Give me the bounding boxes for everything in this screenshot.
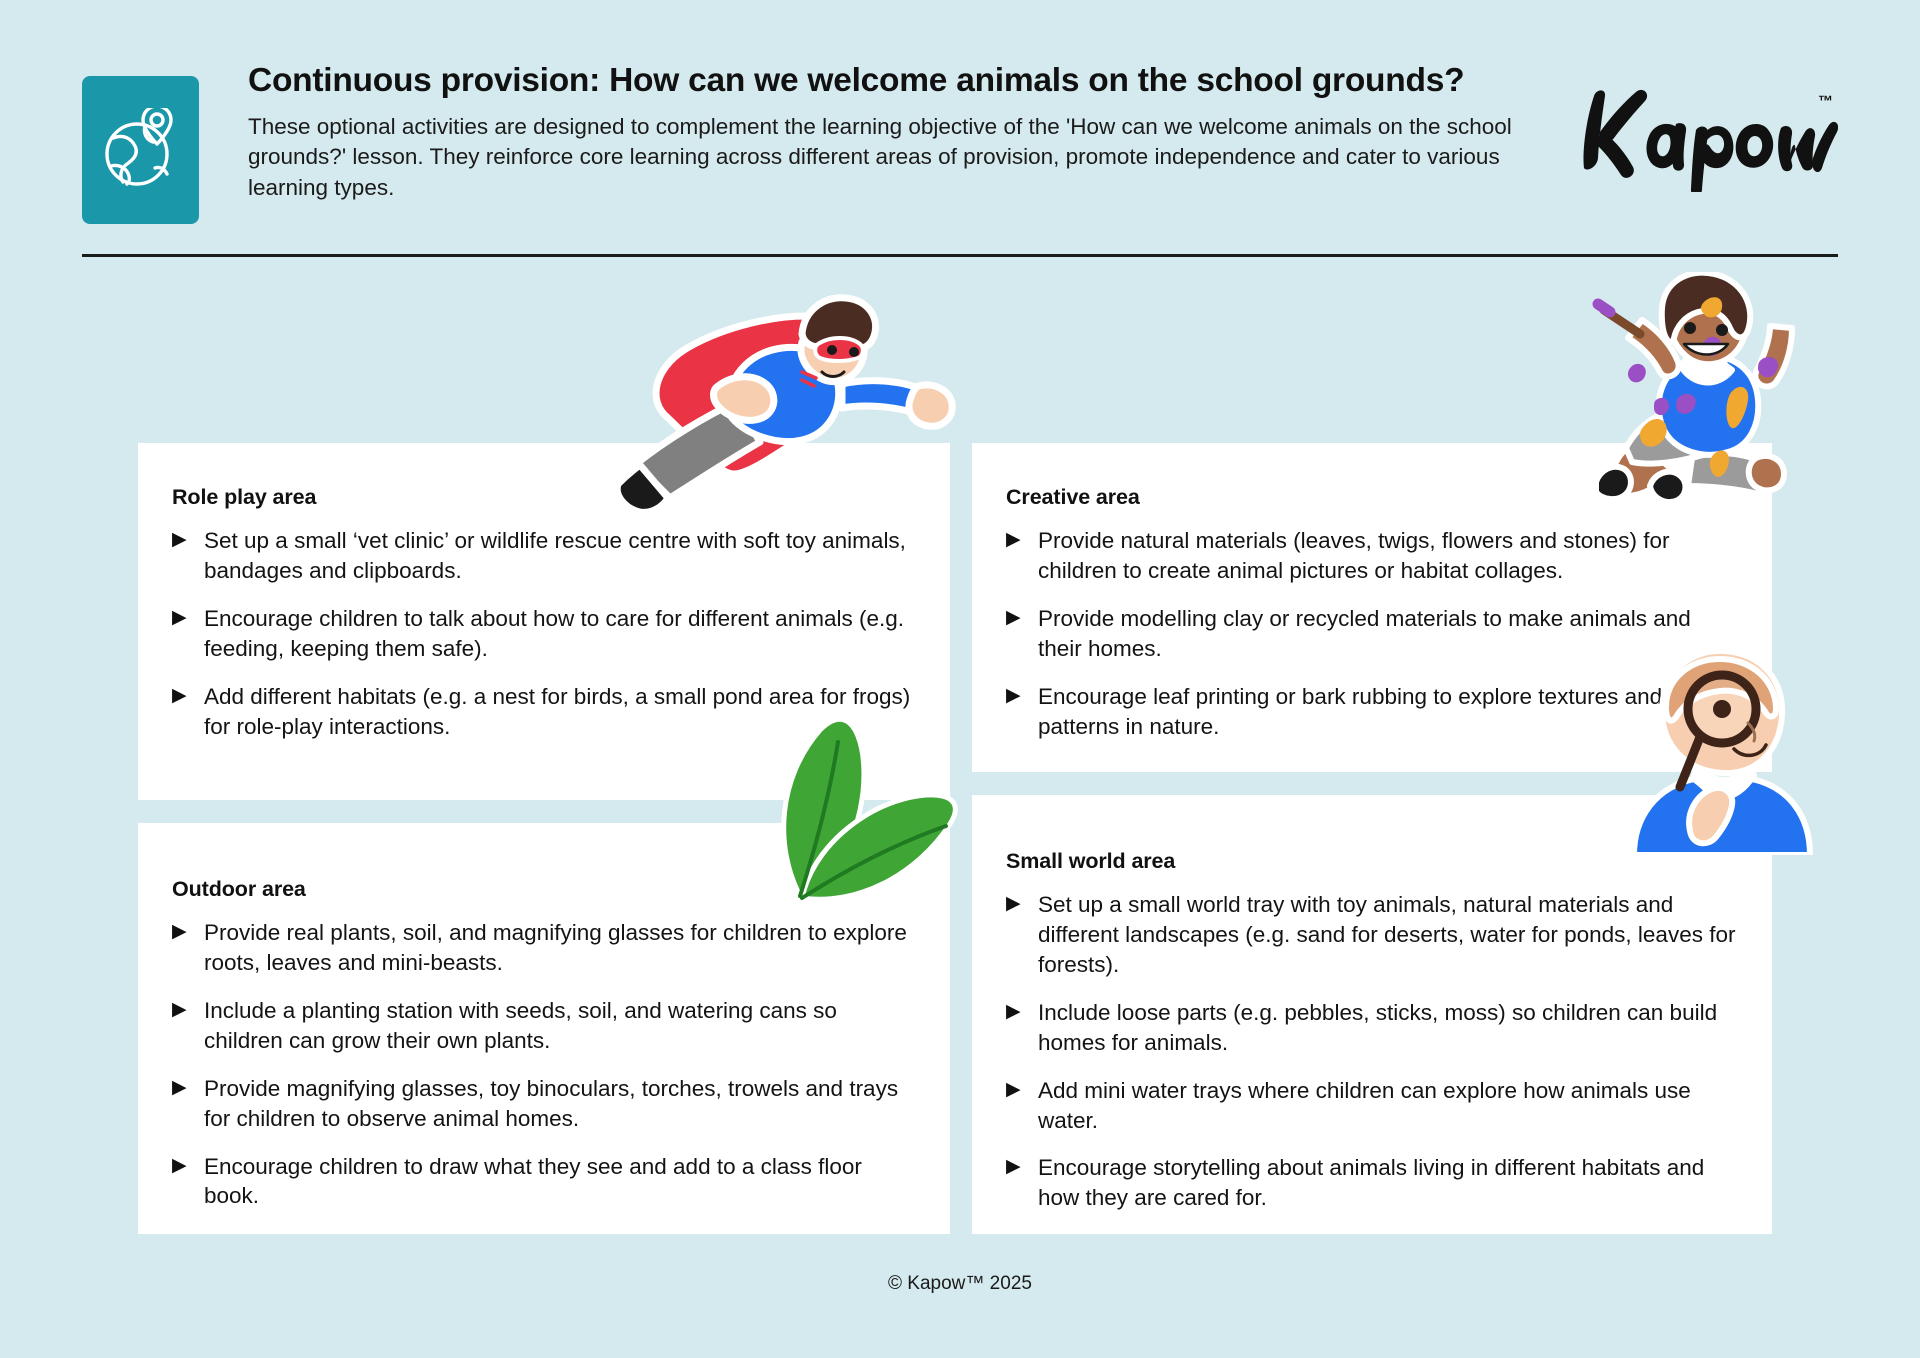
list-item [172,682,916,742]
triangle-bullet-icon: ▶ [1006,529,1021,550]
triangle-bullet-icon: ▶ [172,529,187,550]
card-title: Small world area [1006,849,1176,873]
list-item [1006,682,1738,742]
list-item-text: Set up a small ‘vet clinic’ or wildlife rescue centre with soft toy animals, bandages and clipboards. [204,528,906,583]
list-item [1006,1076,1738,1136]
list-item [172,1074,916,1134]
list-item [1006,526,1738,586]
list-item-text: Include a planting station with seeds, soil, and watering cans so children can grow their own plants. [204,997,837,1053]
triangle-bullet-icon: ▶ [172,998,187,1020]
card-small-world-area [972,795,1772,1234]
kapow-wordmark-icon [1566,72,1838,192]
list-item-text: Provide modelling clay or recycled materials to make animals and their homes. [1038,605,1691,661]
list-item [1006,604,1738,664]
list-item-text: Add mini water trays where children can explore how animals use water. [1038,1077,1691,1133]
card-creative-area [972,443,1772,772]
triangle-bullet-icon: ▶ [1006,1000,1021,1022]
list-item [172,604,916,664]
list-item-text: Provide natural materials (leaves, twigs, flowers and stones) for children to create animal pictures or habitat collages. [1038,528,1670,583]
list-item-text: Include loose parts (e.g. pebbles, sticks, moss) so children can build homes for animals. [1038,999,1718,1055]
card-title: Outdoor area [172,877,306,901]
list-item-text: Provide magnifying glasses, toy binoculars, torches, trowels and trays for children to observe animal homes. [204,1075,899,1131]
page-subtitle: These optional activities are designed to complement the learning objective of the 'How can we welcome animals on the school grounds?' lesson. They reinforce core learning across different areas of provision, promote independence and cater to various learning types. [248,113,1512,200]
list-item [172,918,916,978]
triangle-bullet-icon: ▶ [1006,1156,1021,1178]
header-icon-tile [82,76,199,224]
triangle-bullet-icon: ▶ [1006,684,1021,706]
triangle-bullet-icon: ▶ [1006,1078,1021,1100]
kapow-logo [1566,72,1838,192]
card-outdoor-area [138,823,950,1234]
card-title: Creative area [1006,485,1140,509]
header-text-block [248,62,1548,203]
list-item-text: Set up a small world tray with toy animals, natural materials and different landscapes (e.g. sand for deserts, water for ponds, leaves for forests). [1038,892,1736,977]
list-item-text: Add different habitats (e.g. a nest for birds, a small pond area for frogs) for role-play interactions. [204,683,911,739]
bullet-list [1006,526,1738,742]
bullet-list [1006,890,1738,1213]
bullet-list [172,526,916,742]
header-divider [82,254,1838,257]
triangle-bullet-icon: ▶ [172,684,187,706]
list-item-text: Encourage storytelling about animals living in different habitats and how they are cared for. [1038,1155,1705,1211]
page-header [82,62,1838,258]
triangle-bullet-icon: ▶ [172,606,187,628]
card-title: Role play area [172,485,317,509]
trademark-symbol: ™ [1818,93,1833,110]
triangle-bullet-icon: ▶ [172,1076,187,1098]
triangle-bullet-icon: ▶ [1006,893,1021,914]
triangle-bullet-icon: ▶ [172,1154,187,1176]
list-item-text: Encourage children to draw what they see and add to a class floor book. [204,1153,862,1209]
list-item [1006,890,1738,980]
list-item [172,996,916,1056]
bullet-list [172,918,916,1211]
list-item [1006,998,1738,1058]
list-item [1006,1153,1738,1213]
page-title: Continuous provision: How can we welcome animals on the school grounds? [248,62,1465,99]
list-item-text: Encourage leaf printing or bark rubbing to explore textures and patterns in nature. [1038,683,1663,739]
triangle-bullet-icon: ▶ [172,921,187,942]
triangle-bullet-icon: ▶ [1006,606,1021,628]
list-item [172,526,916,586]
footer-copyright: © Kapow™ 2025 [888,1273,1032,1294]
globe-location-pin-icon [99,108,183,192]
list-item-text: Encourage children to talk about how to care for different animals (e.g. feeding, keeping them safe). [204,605,904,661]
list-item [172,1152,916,1212]
list-item-text: Provide real plants, soil, and magnifying glasses for children to explore roots, leaves and mini-beasts. [204,920,907,975]
card-role-play-area [138,443,950,800]
